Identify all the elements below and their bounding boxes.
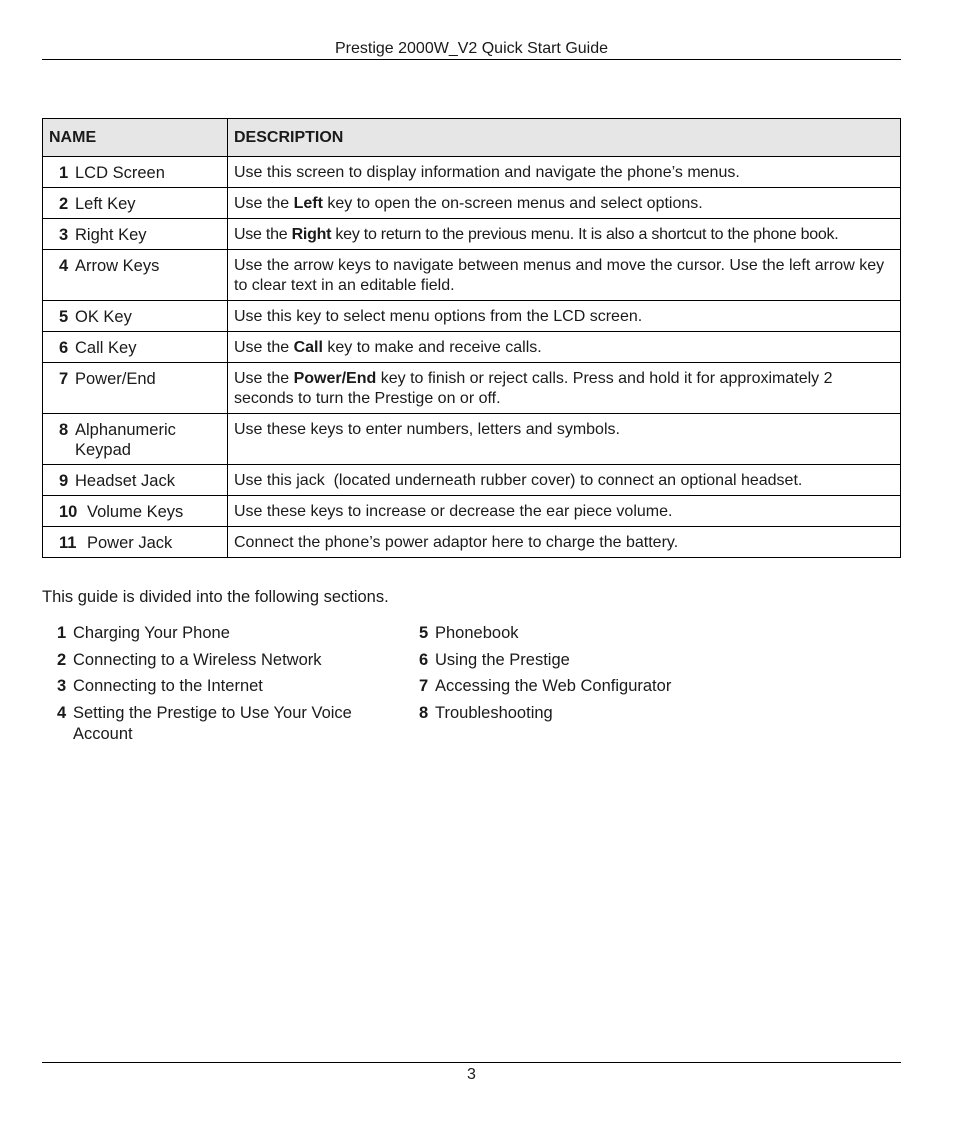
section-list-right-column [419,623,749,729]
table-row [43,363,901,414]
key-name: LCD Screen [75,164,165,182]
key-description: Use the arrow keys to navigate between menus and move the cursor. Use the left arrow key to clear text in an editable field. [228,250,901,301]
table-row [43,414,901,465]
key-name: Right Key [75,226,147,244]
key-name: OK Key [75,308,132,326]
row-number: 3 [59,226,69,244]
key-name: Headset Jack [75,472,175,490]
row-number: 2 [59,195,69,213]
key-description: Use the Right key to return to the previous menu. It is also a shortcut to the phone book. [228,219,901,250]
list-item: 4 Setting the Prestige to Use Your Voice Account [57,703,352,743]
key-description: Use this key to select menu options from the LCD screen. [228,301,901,332]
key-description: Use these keys to increase or decrease the ear piece volume. [228,496,901,527]
key-description: Use the Left key to open the on-screen menus and select options. [228,188,901,219]
table-row [43,465,901,496]
key-name: Volume Keys [87,503,184,521]
name-column-header: NAME [43,119,228,157]
key-description-table [42,118,901,558]
list-item: 7 Accessing the Web Configurator [419,677,672,695]
key-name: Power/End [75,370,156,388]
description-column-header: DESCRIPTION [228,119,901,157]
key-description: Connect the phone’s power adaptor here to charge the battery. [228,527,901,558]
key-description: Use this jack (located underneath rubber cover) to connect an optional headset. [228,465,901,496]
row-number: 7 [59,370,69,388]
sections-intro: This guide is divided into the following sections. [42,588,389,606]
row-number: 1 [59,164,69,182]
table-row [43,157,901,188]
key-name: Left Key [75,195,136,213]
table-row [43,527,901,558]
table-header-row [43,119,901,157]
row-number: 8 [59,421,69,439]
key-description: Use these keys to enter numbers, letters and symbols. [228,414,901,465]
list-item: 5 Phonebook [419,624,519,642]
page-header-title: Prestige 2000W_V2 Quick Start Guide [334,40,609,57]
list-item: 8 Troubleshooting [419,703,553,722]
row-number: 11 [59,534,77,552]
row-number: 4 [59,257,69,275]
key-description: Use this screen to display information and navigate the phone’s menus. [228,157,901,188]
table-row [43,301,901,332]
row-number: 10 [59,503,78,521]
row-number: 9 [59,472,69,490]
table-row [43,332,901,363]
key-name: Alphanumeric Keypad [75,421,176,459]
key-name: Power Jack [87,534,173,552]
key-name: Arrow Keys [75,257,160,275]
list-item: 6 Using the Prestige [419,650,570,669]
table-row [43,250,901,301]
table-row [43,219,901,250]
list-item: 2 Connecting to a Wireless Network [57,650,322,669]
table-row [43,188,901,219]
key-description: Use the Power/End key to finish or reject calls. Press and hold it for approximately 2 seconds to turn the Prestige on or off. [228,363,901,414]
key-name: Call Key [75,339,137,357]
section-list-left-column [57,623,387,750]
page-number: 3 [467,1066,476,1083]
footer-rule [42,1062,901,1063]
row-number: 5 [59,308,69,326]
key-description: Use the Call key to make and receive calls. [228,332,901,363]
list-item: 3 Connecting to the Internet [57,677,263,695]
list-item: 1 Charging Your Phone [57,624,230,642]
table-row [43,496,901,527]
header-rule [42,59,901,60]
row-number: 6 [59,339,69,357]
